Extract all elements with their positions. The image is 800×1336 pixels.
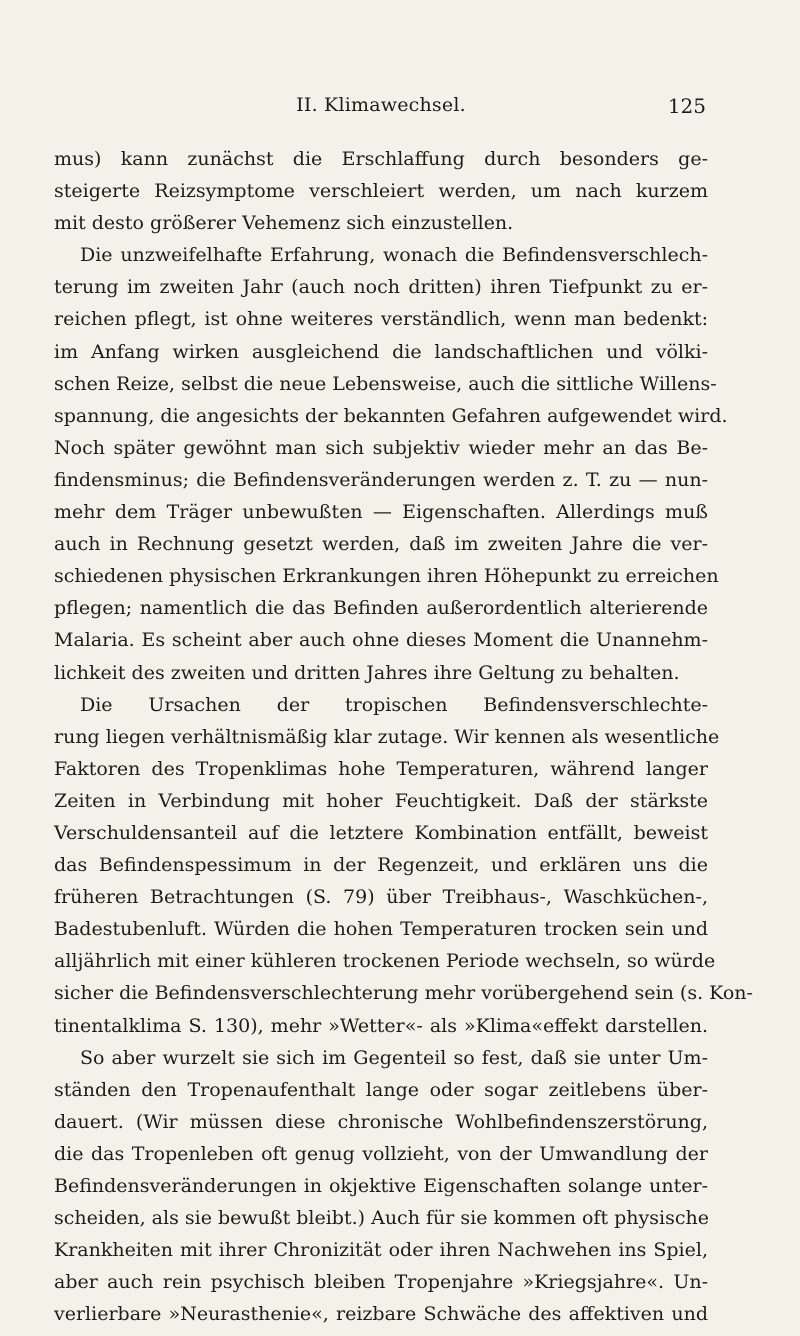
text-line: Zeiten in Verbindung mit hoher Feuchtigkeit. Daß der stärkste <box>54 789 708 812</box>
text-line: tinentalklima S. 130), mehr »Wetter«- als »Klima«effekt darstellen. <box>54 1014 708 1037</box>
text-line: Befindensveränderungen in okjektive Eigenschaften solange unter- <box>54 1175 708 1197</box>
text-line: alljährlich mit einer kühleren trockenen Periode wechseln, so würde <box>54 950 716 973</box>
text-line: Malaria. Es scheint aber auch ohne dieses Moment die Unannehm- <box>54 629 708 652</box>
running-header <box>56 94 706 124</box>
text-line: Verschuldensanteil auf die letztere Kombination entfällt, beweist <box>54 821 708 844</box>
text-line: steigerte Reizsymptome verschleiert werden, um nach kurzem <box>54 180 708 203</box>
text-line: mit desto größerer Vehemenz sich einzustellen. <box>54 212 514 235</box>
page-number: 125 <box>667 94 706 118</box>
text-line: Die unzweifelhafte Erfahrung, wonach die Befindensverschlech- <box>80 244 708 267</box>
text-line: auch in Rechnung gesetzt werden, daß im zweiten Jahre die ver- <box>54 533 708 556</box>
text-line: die das Tropenleben oft genug vollzieht, von der Umwandlung der <box>54 1142 708 1165</box>
text-line: schen Reize, selbst die neue Lebensweise, auch die sittliche Willens- <box>54 372 717 395</box>
text-line: So aber wurzelt sie sich im Gegenteil so fest, daß sie unter Um- <box>80 1046 708 1069</box>
body-text <box>54 143 753 1330</box>
text-line: Faktoren des Tropenklimas hohe Temperaturen, während langer <box>54 757 708 780</box>
text-line: rung liegen verhältnismäßig klar zutage. Wir kennen als wesentliche <box>54 725 720 748</box>
text-line: Krankheiten mit ihrer Chronizität oder ihren Nachwehen ins Spiel, <box>54 1239 708 1262</box>
text-line: Noch später gewöhnt man sich subjektiv wieder mehr an das Be- <box>54 436 708 459</box>
text-line: schiedenen physischen Erkrankungen ihren Höhepunkt zu erreichen <box>54 565 719 588</box>
text-line: im Anfang wirken ausgleichend die landschaftlichen und völki- <box>54 340 708 363</box>
text-line: reichen pflegt, ist ohne weiteres verständlich, wenn man bedenkt: <box>54 308 708 331</box>
text-line: terung im zweiten Jahr (auch noch dritten) ihren Tiefpunkt zu er- <box>54 276 708 299</box>
text-line: Die Ursachen der tropischen Befindensverschlechte- <box>80 693 708 716</box>
text-line: mehr dem Träger unbewußten — Eigenschaften. Allerdings muß <box>54 501 708 524</box>
text-line: sicher die Befindensverschlechterung mehr vorübergehend sein (s. Kon- <box>54 982 753 1005</box>
text-line: aber auch rein psychisch bleiben Tropenjahre »Kriegsjahre«. Un- <box>54 1271 708 1294</box>
text-line: das Befindenspessimum in der Regenzeit, und erklären uns die <box>54 854 708 877</box>
text-line: dauert. (Wir müssen diese chronische Wohlbefindenszerstörung, <box>54 1110 708 1133</box>
text-line: Badestubenluft. Würden die hohen Temperaturen trocken sein und <box>54 918 708 941</box>
text-line: ständen den Tropenaufenthalt lange oder sogar zeitlebens über- <box>54 1078 708 1101</box>
text-line: mus) kann zunächst die Erschlaffung durch besonders ge- <box>54 148 708 170</box>
text-line: scheiden, als sie bewußt bleibt.) Auch für sie kommen oft physische <box>54 1207 709 1230</box>
text-line: spannung, die angesichts der bekannten Gefahren aufgewendet wird. <box>54 404 728 427</box>
text-line: verlierbare »Neurasthenie«, reizbare Schwäche des affektiven und <box>54 1303 708 1326</box>
text-line: früheren Betrachtungen (S. 79) über Treibhaus-, Waschküchen-, <box>54 886 708 909</box>
text-line: lichkeit des zweiten und dritten Jahres ihre Geltung zu behalten. <box>54 661 680 684</box>
text-line: pflegen; namentlich die das Befinden außerordentlich alterierende <box>54 597 708 620</box>
text-line: findensminus; die Befindensveränderungen werden z. T. zu — nun- <box>54 468 708 491</box>
chapter-title: II. Klimawechsel. <box>296 94 466 116</box>
